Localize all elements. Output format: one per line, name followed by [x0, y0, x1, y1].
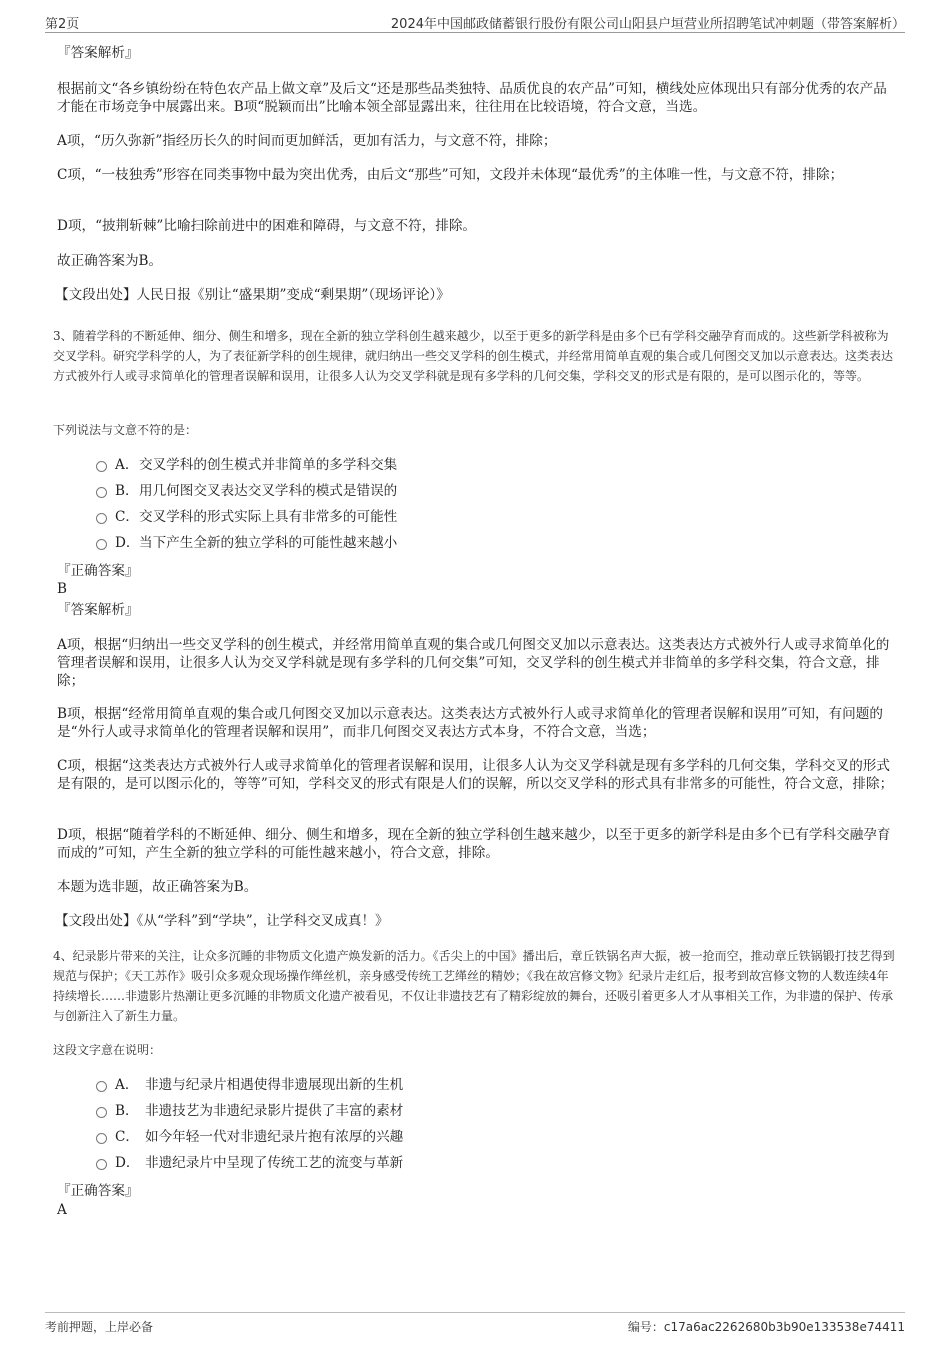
q3-options: [96, 452, 397, 556]
q2-analysis-option-a: A项，“历久弥新”指经历长久的时间而更加鲜活，更加有活力，与文意不符，排除；: [57, 133, 557, 149]
q3-analysis-d: D项，根据“随着学科的不断延伸、细分、侧生和增多，现在全新的独立学科创生越来越少，以至于更多的新学科是由多个已有学科交融孕育而成的”可知，产生全新的独立学科的可能性越来越小，符合文意，排除。: [57, 827, 891, 861]
q4-option-d[interactable]: D． 非遗纪录片中呈现了传统工艺的流变与革新: [96, 1150, 403, 1176]
q3-answer-label: 『正确答案』: [57, 563, 139, 579]
q3-option-c[interactable]: C．交叉学科的形式实际上具有非常多的可能性: [96, 504, 397, 530]
footer-slogan: 考前押题，上岸必备: [45, 1320, 154, 1334]
q4-answer: A: [57, 1202, 67, 1218]
q4-options: [96, 1072, 403, 1176]
q2-analysis-option-c: C项，“一枝独秀”形容在同类事物中最为突出优秀，由后文“那些”可知，文段并未体现“最优秀”的主体唯一性，与文意不符，排除；: [57, 167, 844, 183]
q4-stem: 4、纪录影片带来的关注，让众多沉睡的非物质文化遗产焕发新的活力。《舌尖上的中国》播出后，章丘铁锅名声大振，被一抢而空，推动章丘铁锅锻打技艺得到规范与保护；《天工苏作》吸引众多观众现场操作缂丝机，亲身感受传统工艺缂丝的精妙；《我在故宫修文物》纪录片走红后，报考到故宫修文物的人数连续4年持续增长……非遗影片热潮让更多沉睡的非物质文化遗产被看见，不仅让非遗技艺有了精彩绽放的舞台，还吸引着更多人才从事相关工作，为非遗的保护、传承与创新注入了新生力量。: [53, 949, 895, 1023]
q2-source: 【文段出处】人民日报《别让“盛果期”变成“剩果期”（现场评论）》: [55, 287, 450, 303]
q2-analysis-option-d: D项，“披荆斩棘”比喻扫除前进中的困难和障碍，与文意不符，排除。: [57, 218, 477, 234]
radio-icon[interactable]: [96, 487, 107, 498]
radio-icon[interactable]: [96, 1159, 107, 1170]
page-number: 第2页: [45, 17, 80, 32]
radio-icon[interactable]: [96, 513, 107, 524]
q4-option-a[interactable]: A． 非遗与纪录片相遇使得非遗展现出新的生机: [96, 1072, 403, 1098]
radio-icon[interactable]: [96, 461, 107, 472]
radio-icon[interactable]: [96, 1081, 107, 1092]
radio-icon[interactable]: [96, 539, 107, 550]
radio-icon[interactable]: [96, 1107, 107, 1118]
document-title: 2024年中国邮政储蓄银行股份有限公司山阳县户垣营业所招聘笔试冲刺题（带答案解析）: [390, 17, 905, 32]
q2-answer-conclusion: 故正确答案为B。: [57, 253, 163, 269]
q3-analysis-c: C项，根据“这类表达方式被外行人或寻求简单化的管理者误解和误用，让很多人认为交叉学科就是现有多学科的几何交集，学科交叉的形式是有限的，是可以图示化的，等等”可知，学科交叉的形式有限是人们的误解，所以交叉学科的形式具有非常多的可能性，符合文意，排除；: [57, 758, 894, 792]
page-header: [45, 12, 905, 33]
q3-option-a[interactable]: A．交叉学科的创生模式并非简单的多学科交集: [96, 452, 397, 478]
q4-question: 这段文字意在说明：: [53, 1043, 162, 1057]
q3-question: 下列说法与文意不符的是：: [53, 423, 198, 437]
page-footer: [45, 1312, 905, 1337]
q3-conclusion: 本题为选非题，故正确答案为B。: [57, 879, 258, 895]
q4-answer-label: 『正确答案』: [57, 1183, 139, 1199]
q2-analysis-main: 根据前文“各乡镇纷纷在特色农产品上做文章”及后文“还是那些品类独特、品质优良的农产品”可知，横线处应体现出只有部分优秀的农产品才能在市场竞争中展露出来。B项“脱颖而出”比喻本领全部显露出来，往往用在比较语境，符合文意，当选。: [57, 81, 887, 115]
q3-stem: 3、随着学科的不断延伸、细分、侧生和增多，现在全新的独立学科创生越来越少，以至于更多的新学科是由多个已有学科交融孕育而成的。这些新学科被称为交叉学科。研究学科学的人，为了表征新学科的创生规律，就归纳出一些交叉学科的创生模式，并经常用简单直观的集合或几何图交叉加以示意表达。这类表达方式被外行人或寻求简单化的管理者误解和误用，让很多人认为交叉学科就是现有多学科的几何交集，学科交叉的形式是有限的，是可以图示化的，等等。: [53, 329, 894, 383]
q4-option-c[interactable]: C． 如今年轻一代对非遗纪录片抱有浓厚的兴趣: [96, 1124, 403, 1150]
q3-answer: B: [57, 581, 67, 597]
q4-option-b[interactable]: B． 非遗技艺为非遗纪录影片提供了丰富的素材: [96, 1098, 403, 1124]
q3-analysis-label: 『答案解析』: [57, 602, 139, 618]
q3-analysis-a: A项，根据“归纳出一些交叉学科的创生模式，并经常用简单直观的集合或几何图交叉加以示意表达。这类表达方式被外行人或寻求简单化的管理者误解和误用，让很多人认为交叉学科就是现有多学科的几何交集”可知，交叉学科的创生模式并非简单的多学科交集，符合文意，排除；: [57, 637, 890, 689]
q3-option-b[interactable]: B．用几何图交叉表达交叉学科的模式是错误的: [96, 478, 397, 504]
document-serial: 编号：c17a6ac2262680b3b90e133538e74411: [627, 1320, 905, 1334]
q3-option-d[interactable]: D．当下产生全新的独立学科的可能性越来越小: [96, 530, 397, 556]
q3-analysis-b: B项，根据“经常用简单直观的集合或几何图交叉加以示意表达。这类表达方式被外行人或寻求简单化的管理者误解和误用”可知，有问题的是“外行人或寻求简单化的管理者误解和误用”，而非几何图交叉表达方式本身，不符合文意，当选；: [57, 706, 883, 740]
radio-icon[interactable]: [96, 1133, 107, 1144]
q3-source: 【文段出处】《从“学科”到“学块”，让学科交叉成真！》: [55, 913, 389, 929]
q2-analysis-label: 『答案解析』: [57, 45, 139, 61]
